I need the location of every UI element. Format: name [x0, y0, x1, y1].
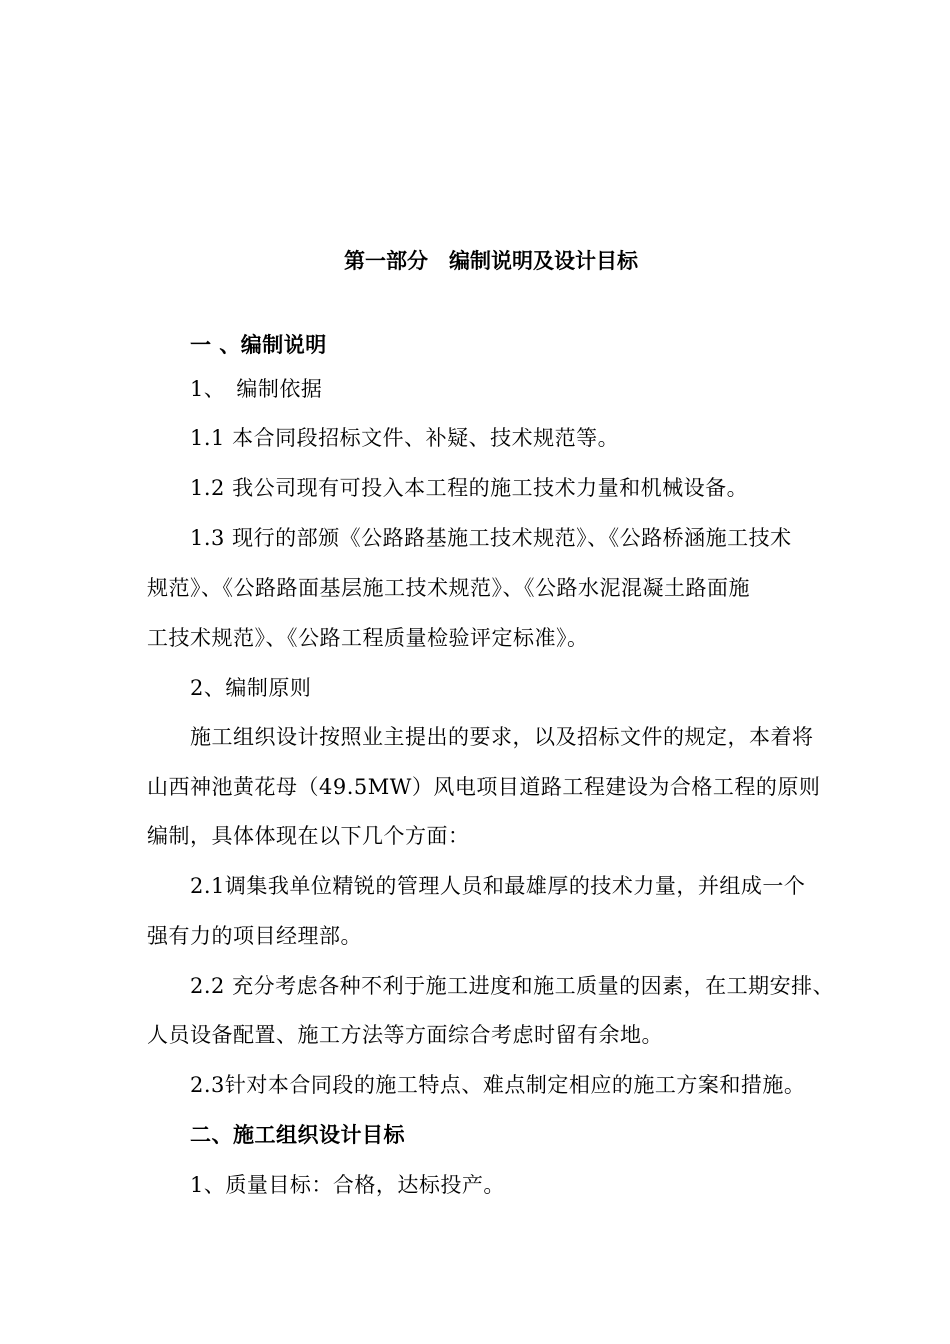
principle-item-2-line1: 2.2 充分考虑各种不利于施工进度和施工质量的因素，在工期安排、 [190, 974, 835, 998]
section1-heading: 一 、编制说明 [190, 332, 327, 357]
sub1-heading: 1、 编制依据 [190, 377, 323, 401]
basis-item-3-line3: 工技术规范》、《公路工程质量检验评定标准》。 [147, 626, 589, 650]
sub2-heading: 2、编制原则 [190, 676, 312, 700]
document-title: 第一部分 编制说明及设计目标 [344, 248, 638, 273]
principle-item-1-line1: 2.1调集我单位精锐的管理人员和最雄厚的技术力量，并组成一个 [190, 874, 806, 898]
basis-item-2: 1.2 我公司现有可投入本工程的施工技术力量和机械设备。 [190, 476, 749, 500]
principle-item-1-line2: 强有力的项目经理部。 [147, 924, 362, 948]
basis-item-1: 1.1 本合同段招标文件、补疑、技术规范等。 [190, 426, 620, 450]
principle-para-line3: 编制，具体体现在以下几个方面： [147, 824, 470, 848]
principle-item-3: 2.3针对本合同段的施工特点、难点制定相应的施工方案和措施。 [190, 1073, 806, 1097]
principle-para-line1: 施工组织设计按照业主提出的要求，以及招标文件的规定，本着将 [190, 725, 814, 749]
basis-item-3-line2: 规范》、《公路路面基层施工技术规范》、《公路水泥混凝土路面施 [147, 576, 750, 600]
principle-para-line2: 山西神池黄花母（49.5MW）风电项目道路工程建设为合格工程的原则 [147, 775, 821, 799]
target-item-1: 1、质量目标：合格，达标投产。 [190, 1173, 505, 1197]
principle-item-2-line2: 人员设备配置、施工方法等方面综合考虑时留有余地。 [147, 1023, 663, 1047]
section2-heading: 二、施工组织设计目标 [190, 1122, 405, 1147]
basis-item-3-line1: 1.3 现行的部颁《公路路基施工技术规范》、《公路桥涵施工技术 [190, 526, 792, 550]
